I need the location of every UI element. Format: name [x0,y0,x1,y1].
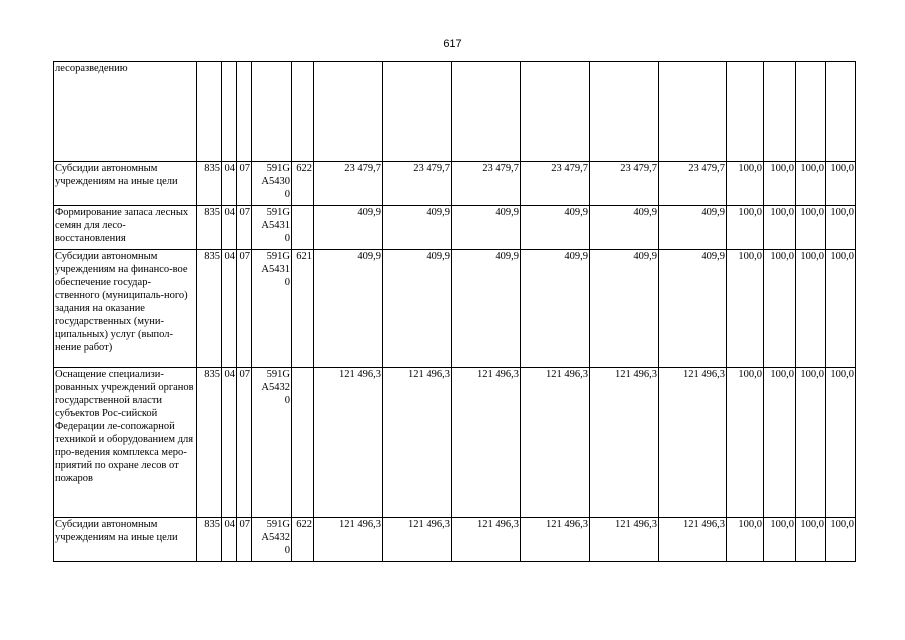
amount-cell: 23 479,7 [590,162,659,206]
subsection-code: 07 [237,206,252,250]
amount-cell: 409,9 [521,206,590,250]
ved-code: 835 [197,206,222,250]
subsection-code: 07 [237,162,252,206]
amount-cell [452,62,521,162]
target-article-code [252,62,292,162]
subsection-code: 07 [237,368,252,518]
ved-code [197,62,222,162]
target-article-code: 591G А5430 0 [252,162,292,206]
table-row [54,62,856,162]
page-number: 617 [443,38,462,50]
amount-cell: 409,9 [383,250,452,368]
subsection-code: 07 [237,518,252,562]
percent-cell: 100,0 [764,250,796,368]
table-row [54,250,856,368]
section-code: 04 [222,250,237,368]
percent-cell: 100,0 [826,162,856,206]
amount-cell: 121 496,3 [521,518,590,562]
percent-cell: 100,0 [796,250,826,368]
table-row [54,368,856,518]
target-article-code: 591G А5432 0 [252,518,292,562]
percent-cell: 100,0 [727,368,764,518]
percent-cell: 100,0 [727,162,764,206]
amount-cell [314,62,383,162]
percent-cell [764,62,796,162]
percent-cell: 100,0 [727,250,764,368]
ved-code: 835 [197,250,222,368]
amount-cell: 23 479,7 [383,162,452,206]
amount-cell: 121 496,3 [452,518,521,562]
amount-cell: 409,9 [314,206,383,250]
percent-cell: 100,0 [796,162,826,206]
percent-cell [796,62,826,162]
percent-cell: 100,0 [796,368,826,518]
amount-cell: 409,9 [590,250,659,368]
percent-cell: 100,0 [764,368,796,518]
amount-cell: 121 496,3 [590,518,659,562]
amount-cell: 409,9 [521,250,590,368]
amount-cell: 121 496,3 [383,368,452,518]
table-row [54,518,856,562]
percent-cell: 100,0 [727,206,764,250]
amount-cell: 23 479,7 [521,162,590,206]
expense-type-code [292,368,314,518]
amount-cell: 121 496,3 [590,368,659,518]
budget-table [53,61,856,562]
section-code: 04 [222,162,237,206]
amount-cell: 409,9 [383,206,452,250]
amount-cell: 121 496,3 [314,368,383,518]
amount-cell [590,62,659,162]
amount-cell: 409,9 [452,206,521,250]
ved-code: 835 [197,518,222,562]
ved-code: 835 [197,162,222,206]
row-name: лесоразведению [54,62,197,162]
expense-type-code [292,206,314,250]
percent-cell [826,62,856,162]
target-article-code: 591G А5432 0 [252,368,292,518]
ved-code: 835 [197,368,222,518]
amount-cell [521,62,590,162]
section-code: 04 [222,518,237,562]
amount-cell: 409,9 [452,250,521,368]
percent-cell: 100,0 [727,518,764,562]
table-row [54,162,856,206]
row-name: Субсидии автономным учреждениям на финансо-вое обеспечение государ-ственного (муниципаль-ного) задания на оказание государственных (муни-ципальных) услуг (выпол-нение работ) [54,250,197,368]
amount-cell [659,62,727,162]
amount-cell: 121 496,3 [659,518,727,562]
amount-cell: 409,9 [314,250,383,368]
amount-cell: 121 496,3 [659,368,727,518]
percent-cell: 100,0 [796,518,826,562]
section-code: 04 [222,368,237,518]
row-name: Формирование запаса лесных семян для лесо-восстановления [54,206,197,250]
row-name: Субсидии автономным учреждениям на иные цели [54,162,197,206]
section-code: 04 [222,206,237,250]
percent-cell [727,62,764,162]
amount-cell: 121 496,3 [452,368,521,518]
expense-type-code: 622 [292,518,314,562]
amount-cell: 409,9 [659,206,727,250]
amount-cell: 121 496,3 [383,518,452,562]
percent-cell: 100,0 [826,368,856,518]
expense-type-code: 622 [292,162,314,206]
amount-cell: 121 496,3 [521,368,590,518]
row-name: Оснащение специализи-рованных учреждений органов государственной власти субъектов Рос-сийской Федерации ле-сопожарной техникой и оборудованием для про-ведения комплекса меро-приятий по охране лесов от пожаров [54,368,197,518]
amount-cell: 409,9 [590,206,659,250]
percent-cell: 100,0 [826,250,856,368]
percent-cell: 100,0 [796,206,826,250]
section-code [222,62,237,162]
expense-type-code [292,62,314,162]
subsection-code: 07 [237,250,252,368]
percent-cell: 100,0 [826,518,856,562]
target-article-code: 591G А5431 0 [252,206,292,250]
amount-cell: 23 479,7 [314,162,383,206]
target-article-code: 591G А5431 0 [252,250,292,368]
amount-cell: 23 479,7 [659,162,727,206]
amount-cell: 121 496,3 [314,518,383,562]
row-name: Субсидии автономным учреждениям на иные цели [54,518,197,562]
percent-cell: 100,0 [764,206,796,250]
percent-cell: 100,0 [764,162,796,206]
percent-cell: 100,0 [826,206,856,250]
amount-cell [383,62,452,162]
subsection-code [237,62,252,162]
expense-type-code: 621 [292,250,314,368]
table-row [54,206,856,250]
percent-cell: 100,0 [764,518,796,562]
amount-cell: 23 479,7 [452,162,521,206]
amount-cell: 409,9 [659,250,727,368]
